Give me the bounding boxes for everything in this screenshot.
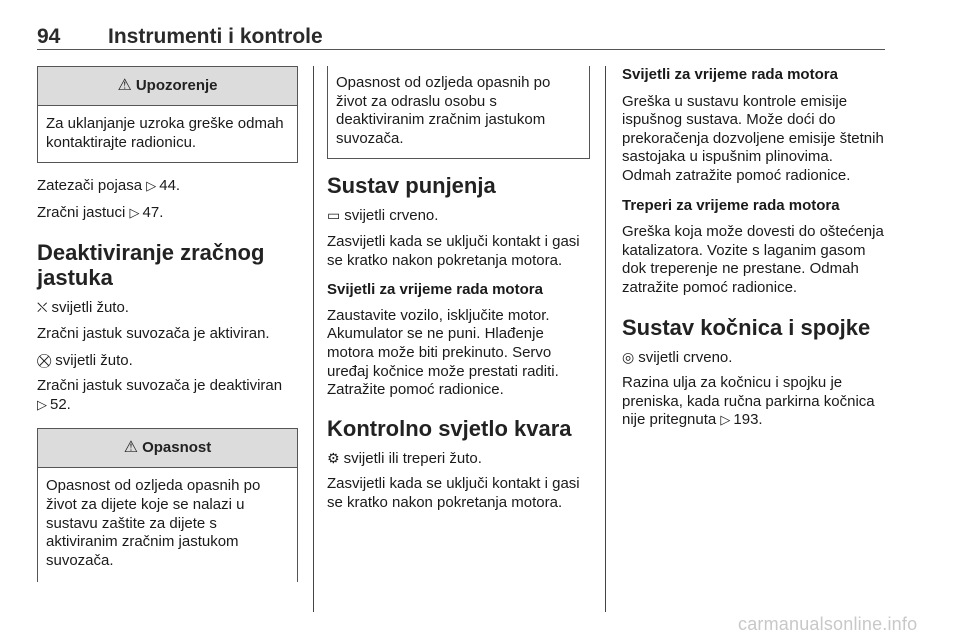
airbag-off-line: ⛒ svijetli žuto. — [37, 351, 133, 369]
column-divider-right — [605, 66, 606, 612]
airbag-off-icon: ⛒ — [37, 351, 52, 368]
section-heading-charging: Sustav punjenja — [327, 173, 496, 199]
battery-icon: ▭ — [327, 207, 341, 224]
page-reference[interactable]: 193. — [733, 411, 763, 429]
airbag-on-line: ⛌ svijetli žuto. — [37, 299, 129, 317]
belt-tensioner-line: Zatezači pojasa ▷ 44. — [37, 177, 181, 195]
charging-text: Zasvijetli kada se uključi kontakt i gasi se kratko nakon pokretanja motora. — [327, 232, 580, 269]
charging-sub-text: Zaustavite vozilo, isključite motor. Akumulator se ne puni. Hlađenje motora može biti prekinuto. Servo uređaj kočnice može prestati raditi. Zatražite pomoć radionice. — [327, 306, 559, 399]
airbag-on-icon: ⛌ — [37, 299, 48, 316]
brake-warning-icon: ◎ — [622, 348, 635, 365]
danger-box-continued — [327, 66, 590, 159]
page-reference[interactable]: 52. — [50, 395, 71, 413]
warning-box-title: Upozorenje — [135, 76, 218, 94]
section-heading-airbag-deactivation: Deaktiviranje zračnog jastuka — [37, 240, 265, 291]
cross-reference-arrow-icon: ▷ — [129, 204, 140, 220]
watermark: carmanualsonline.info — [738, 614, 918, 634]
airbag-line: Zračni jastuci ▷ 47. — [37, 203, 164, 221]
charging-subheading: Svijetli za vrijeme rada motora — [327, 281, 543, 299]
page-reference[interactable]: 47. — [142, 203, 164, 221]
airbag-activated-text: Zračni jastuk suvozača je aktiviran. — [37, 324, 270, 342]
charging-on-line: ▭ svijetli crveno. — [327, 207, 439, 225]
warning-triangle-icon: ⚠ — [117, 76, 132, 94]
page-number: 94 — [37, 25, 61, 48]
danger-box — [37, 428, 298, 582]
column-3 — [622, 66, 885, 430]
section-heading-brake-clutch: Sustav kočnica i spojke — [622, 314, 871, 340]
airbag-deactivated-text: Zračni jastuk suvozača je deaktiviran ▷ 52. — [37, 377, 283, 413]
brake-text: Razina ulja za kočnicu i spojku je preniska, kada ručna parkirna kočnica nije pritegnuta ▷ 193. — [622, 374, 875, 429]
warning-box — [37, 66, 298, 163]
cross-reference-arrow-icon: ▷ — [146, 178, 157, 194]
engine-check-icon: ⚙ — [327, 449, 340, 466]
brake-on-line: ◎ svijetli crveno. — [622, 348, 733, 366]
malfunction-text: Zasvijetli kada se uključi kontakt i gasi se kratko nakon pokretanja motora. — [327, 475, 580, 511]
page-reference[interactable]: 44. — [159, 177, 181, 195]
subheading-engine-running: Svijetli za vrijeme rada motora — [622, 66, 838, 83]
danger-box-continued-text: Opasnost od ozljeda opasnih po život za odraslu osobu s deaktiviranim zračnim jastukom suvozača. — [336, 74, 551, 147]
header-rule — [37, 49, 885, 50]
column-divider-left — [313, 66, 314, 612]
engine-running-text: Greška u sustavu kontrole emisije ispušnog sustava. Može doći do prekoračenja dozvoljene emisije štetnih sastojaka u ispušnim plinovima. Odmah zatražite pomoć radionice. — [622, 92, 884, 184]
malfunction-on-line: ⚙ svijetli ili treperi žuto. — [327, 449, 482, 467]
danger-box-title: Opasnost — [142, 439, 212, 457]
cross-reference-arrow-icon: ▷ — [720, 412, 731, 428]
danger-box-text: Opasnost od ozljeda opasnih po život za dijete koje se nalazi u sustavu zaštite za dijete s aktiviranim zračnim jastukom suvozača. — [46, 477, 261, 569]
column-1 — [37, 66, 298, 582]
page-title: Instrumenti i kontrole — [108, 25, 323, 48]
subheading-flashing: Treperi za vrijeme rada motora — [622, 196, 840, 214]
page-header — [0, 0, 960, 52]
column-2 — [327, 66, 590, 513]
flashing-text: Greška koja može dovesti do oštećenja katalizatora. Vozite s laganim gasom dok treperenje ne prestane. Odmah zatražite pomoć radionice. — [622, 223, 884, 296]
warning-box-text: Za uklanjanje uzroka greške odmah kontaktirajte radionicu. — [46, 115, 284, 151]
cross-reference-arrow-icon: ▷ — [37, 396, 47, 412]
warning-triangle-icon: ⚠ — [123, 439, 139, 457]
section-heading-malfunction: Kontrolno svjetlo kvara — [327, 415, 572, 441]
